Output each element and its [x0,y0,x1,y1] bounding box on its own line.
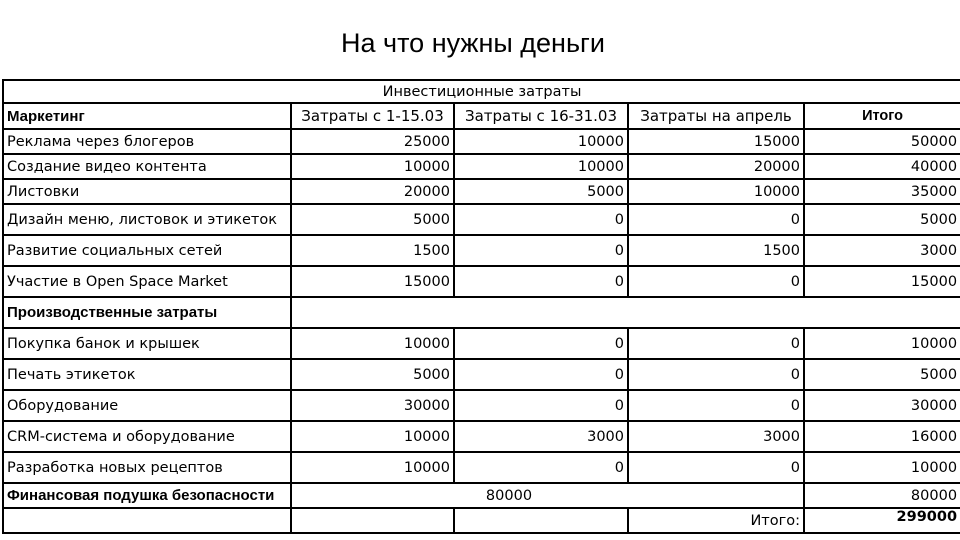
table-row [3,452,960,483]
table-row [3,154,960,179]
row-label: Развитие социальных сетей [3,235,291,266]
cell-value: 3000 [628,421,804,452]
cell-value: 10000 [291,154,454,179]
cell-value: 0 [454,359,628,390]
cell-value: 0 [454,204,628,235]
table-row [3,179,960,204]
cushion-value: 80000 [291,483,804,508]
cell-value: 1500 [291,235,454,266]
cell-value: 10000 [454,129,628,154]
cushion-label: Финансовая подушка безопасности [3,483,291,508]
cell-value: 20000 [291,179,454,204]
cell-value: 0 [628,328,804,359]
table-row [3,390,960,421]
table-caption: Инвестиционные затраты [3,80,960,103]
table-caption-row [3,80,960,103]
section-row [3,297,960,328]
cell-total: 30000 [804,390,960,421]
cell-value: 5000 [454,179,628,204]
cell-value: 10000 [291,328,454,359]
cell-value: 0 [628,390,804,421]
cell-total: 50000 [804,129,960,154]
grand-total-value: 299000 [804,508,960,533]
empty-cell [291,508,454,533]
column-header: Затраты с 16-31.03 [454,103,628,129]
row-label: Разработка новых рецептов [3,452,291,483]
cell-total: 5000 [804,359,960,390]
row-label: Реклама через блогеров [3,129,291,154]
cell-value: 10000 [291,421,454,452]
cell-total: 10000 [804,328,960,359]
cell-total: 3000 [804,235,960,266]
header-row [3,103,960,129]
cell-value: 0 [628,452,804,483]
cell-total: 40000 [804,154,960,179]
cell-value: 3000 [454,421,628,452]
row-label: Печать этикеток [3,359,291,390]
cell-value: 0 [454,235,628,266]
table-row [3,266,960,297]
row-label: Оборудование [3,390,291,421]
cell-value: 5000 [291,204,454,235]
cushion-total: 80000 [804,483,960,508]
column-header: Затраты с 1-15.03 [291,103,454,129]
row-label: Участие в Open Space Market [3,266,291,297]
table-row [3,328,960,359]
slide-title: На что нужны деньги [341,28,605,58]
table-row [3,421,960,452]
cell-value: 1500 [628,235,804,266]
cell-value: 5000 [291,359,454,390]
cell-total: 10000 [804,452,960,483]
cell-value: 0 [454,266,628,297]
row-label: Листовки [3,179,291,204]
cell-value: 0 [454,452,628,483]
row-label: CRM-система и оборудование [3,421,291,452]
cell-value: 10000 [454,154,628,179]
row-label: Дизайн меню, листовок и этикеток [3,204,291,235]
cell-value: 25000 [291,129,454,154]
cell-value: 0 [628,266,804,297]
table-row [3,359,960,390]
table-row [3,204,960,235]
section-production: Производственные затраты [3,297,291,328]
cell-value: 0 [454,390,628,421]
cell-value: 0 [454,328,628,359]
cell-value: 10000 [291,452,454,483]
cell-value: 0 [628,204,804,235]
cell-value: 0 [628,359,804,390]
cell-value: 15000 [628,129,804,154]
column-header: Затраты на апрель [628,103,804,129]
grand-total-label: Итого: [628,508,804,533]
grand-total-row [3,508,960,533]
cell-value: 30000 [291,390,454,421]
table-row [3,129,960,154]
section-marketing: Маркетинг [3,103,291,129]
cell-total: 35000 [804,179,960,204]
empty-cell [3,508,291,533]
empty-cell [454,508,628,533]
cell-total: 16000 [804,421,960,452]
cell-value: 15000 [291,266,454,297]
cell-total: 5000 [804,204,960,235]
table-row [3,235,960,266]
investment-table [2,79,960,534]
row-label: Покупка банок и крышек [3,328,291,359]
row-label: Создание видео контента [3,154,291,179]
cell-value: 20000 [628,154,804,179]
section-blank [291,297,960,328]
cushion-row [3,483,960,508]
column-header-total: Итого [804,103,960,129]
cell-value: 10000 [628,179,804,204]
cell-total: 15000 [804,266,960,297]
